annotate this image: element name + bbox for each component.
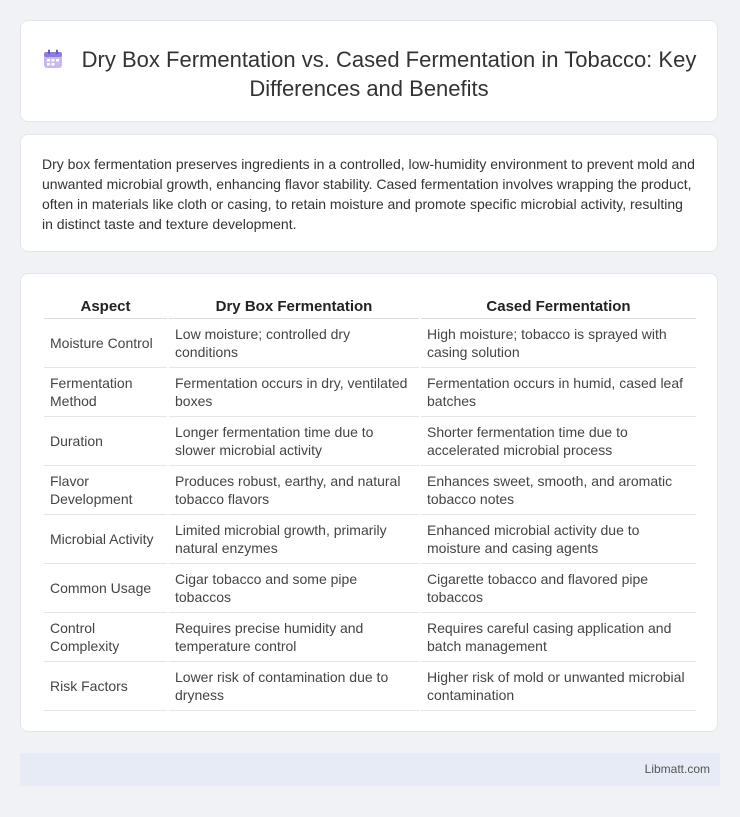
- table-row: [44, 613, 696, 662]
- comparison-table: [42, 294, 698, 711]
- aspect-cell: Moisture Control: [44, 319, 167, 368]
- cased-cell: Enhanced microbial activity due to moisture and casing agents: [421, 515, 696, 564]
- table-row: [44, 662, 696, 711]
- title-card: [20, 20, 718, 122]
- cased-cell: Fermentation occurs in humid, cased leaf batches: [421, 368, 696, 417]
- table-row: [44, 515, 696, 564]
- calendar-icon: [42, 48, 64, 70]
- table-row: [44, 319, 696, 368]
- dry-box-cell: Limited microbial growth, primarily natural enzymes: [169, 515, 419, 564]
- aspect-cell: Flavor Development: [44, 466, 167, 515]
- table-row: [44, 466, 696, 515]
- cased-cell: Requires careful casing application and batch management: [421, 613, 696, 662]
- header-aspect: Aspect: [44, 294, 167, 319]
- aspect-cell: Risk Factors: [44, 662, 167, 711]
- cased-cell: Cigarette tobacco and flavored pipe tobaccos: [421, 564, 696, 613]
- aspect-cell: Microbial Activity: [44, 515, 167, 564]
- dry-box-cell: Cigar tobacco and some pipe tobaccos: [169, 564, 419, 613]
- aspect-cell: Control Complexity: [44, 613, 167, 662]
- footer-brand: Libmatt.com: [644, 762, 710, 776]
- table-row: [44, 368, 696, 417]
- cased-cell: High moisture; tobacco is sprayed with casing solution: [421, 319, 696, 368]
- dry-box-cell: Fermentation occurs in dry, ventilated boxes: [169, 368, 419, 417]
- title-text: Dry Box Fermentation vs. Cased Fermentation in Tobacco: Key Differences and Benefits: [81, 47, 697, 101]
- dry-box-cell: Low moisture; controlled dry conditions: [169, 319, 419, 368]
- intro-paragraph: Dry box fermentation preserves ingredients in a controlled, low-humidity environment to prevent mold and unwanted microbial growth, enhancing flavor stability. Cased fermentation involves wrapping the product, often in materials like cloth or casing, to retain moisture and promote specific microbial activity, resulting in distinct taste and texture development.: [42, 156, 695, 232]
- page-title: [21, 45, 717, 103]
- table-row: [44, 564, 696, 613]
- dry-box-cell: Requires precise humidity and temperature control: [169, 613, 419, 662]
- dry-box-cell: Produces robust, earthy, and natural tobacco flavors: [169, 466, 419, 515]
- table-row: [44, 417, 696, 466]
- dry-box-cell: Longer fermentation time due to slower microbial activity: [169, 417, 419, 466]
- intro-card: [20, 134, 718, 252]
- header-cased: Cased Fermentation: [421, 294, 696, 319]
- aspect-cell: Duration: [44, 417, 167, 466]
- cased-cell: Higher risk of mold or unwanted microbial contamination: [421, 662, 696, 711]
- aspect-cell: Fermentation Method: [44, 368, 167, 417]
- cased-cell: Enhances sweet, smooth, and aromatic tobacco notes: [421, 466, 696, 515]
- dry-box-cell: Lower risk of contamination due to dryness: [169, 662, 419, 711]
- table-header-row: [44, 294, 696, 319]
- comparison-card: [20, 273, 718, 732]
- header-dry-box: Dry Box Fermentation: [169, 294, 419, 319]
- cased-cell: Shorter fermentation time due to accelerated microbial process: [421, 417, 696, 466]
- aspect-cell: Common Usage: [44, 564, 167, 613]
- footer-bar: [20, 753, 720, 786]
